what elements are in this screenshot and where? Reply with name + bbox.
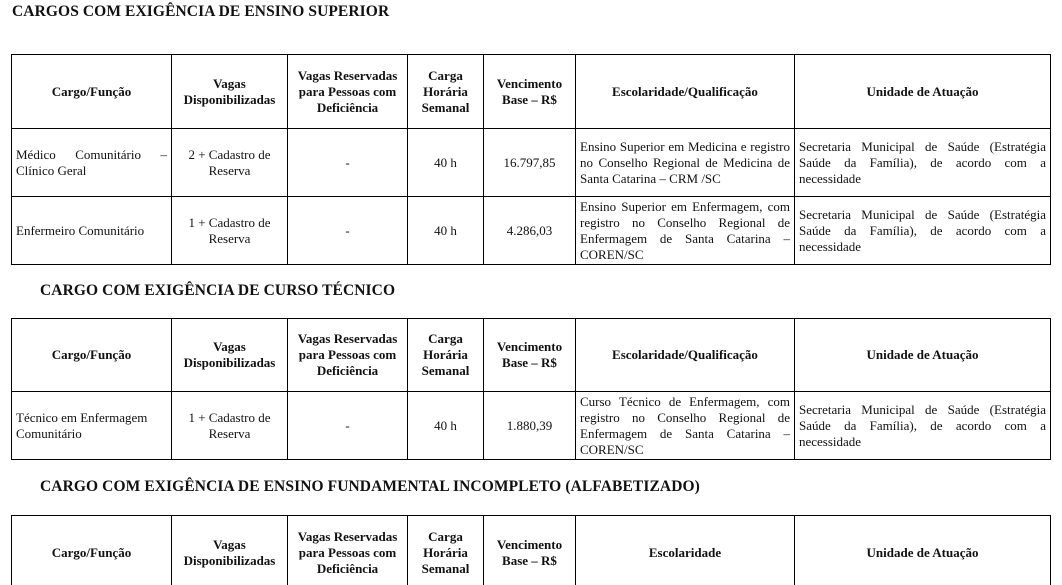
header-vencimento: Vencimento Base – R$ [484,55,576,129]
header-vagas: Vagas Disponibilizadas [172,55,288,129]
header-unidade: Unidade de Atuação [795,55,1051,129]
header-reservadas: Vagas Reservadas para Pessoas com Deficiência [288,319,408,392]
header-carga: Carga Horária Semanal [408,55,484,129]
cell-escolaridade: Ensino Superior em Enfermagem, com registro no Conselho Regional de Enfermagem de Santa Catarina – COREN/SC [576,197,795,265]
table-header-row [12,319,1051,392]
header-carga: Carga Horária Semanal [408,319,484,392]
table-row [12,129,1051,197]
cell-unidade: Secretaria Municipal de Saúde (Estratégia Saúde da Família), de acordo com a necessidade [795,197,1051,265]
cell-carga: 40 h [408,197,484,265]
header-unidade: Unidade de Atuação [795,319,1051,392]
cell-cargo: Médico Comunitário – Clínico Geral [12,129,172,197]
table-ensino-superior [11,54,1051,265]
header-escolaridade: Escolaridade/Qualificação [576,55,795,129]
table-row [12,392,1051,460]
header-vencimento: Vencimento Base – R$ [484,319,576,392]
cell-reservadas: - [288,197,408,265]
cell-vagas: 1 + Cadastro de Reserva [172,197,288,265]
table-header-row [12,516,1051,585]
cell-carga: 40 h [408,392,484,460]
cell-vagas: 1 + Cadastro de Reserva [172,392,288,460]
cell-reservadas: - [288,392,408,460]
table-curso-tecnico [11,318,1051,460]
header-vencimento: Vencimento Base – R$ [484,516,576,585]
cell-reservadas: - [288,129,408,197]
section-title-ensino-superior: CARGOS COM EXIGÊNCIA DE ENSINO SUPERIOR [12,3,390,20]
cell-cargo: Técnico em Enfermagem Comunitário [12,392,172,460]
cell-escolaridade: Curso Técnico de Enfermagem, com registro no Conselho Regional de Enfermagem de Santa Catarina – COREN/SC [576,392,795,460]
cell-vencimento: 4.286,03 [484,197,576,265]
header-cargo: Cargo/Função [12,319,172,392]
cell-vencimento: 1.880,39 [484,392,576,460]
section-title-ensino-fundamental: CARGO COM EXIGÊNCIA DE ENSINO FUNDAMENTAL INCOMPLETO (ALFABETIZADO) [40,478,700,495]
header-carga: Carga Horária Semanal [408,516,484,585]
cell-unidade: Secretaria Municipal de Saúde (Estratégia Saúde da Família), de acordo com a necessidade [795,392,1051,460]
header-reservadas: Vagas Reservadas para Pessoas com Deficiência [288,516,408,585]
cell-vencimento: 16.797,85 [484,129,576,197]
section-title-curso-tecnico: CARGO COM EXIGÊNCIA DE CURSO TÉCNICO [40,282,396,299]
cell-unidade: Secretaria Municipal de Saúde (Estratégia Saúde da Família), de acordo com a necessidade [795,129,1051,197]
cell-cargo: Enfermeiro Comunitário [12,197,172,265]
header-vagas: Vagas Disponibilizadas [172,319,288,392]
table-row [12,197,1051,265]
table-clip-region [0,513,1062,585]
header-reservadas: Vagas Reservadas para Pessoas com Deficiência [288,55,408,129]
cell-carga: 40 h [408,129,484,197]
header-escolaridade: Escolaridade [576,516,795,585]
header-unidade: Unidade de Atuação [795,516,1051,585]
table-header-row [12,55,1051,129]
header-vagas: Vagas Disponibilizadas [172,516,288,585]
header-cargo: Cargo/Função [12,516,172,585]
cell-vagas: 2 + Cadastro de Reserva [172,129,288,197]
header-escolaridade: Escolaridade/Qualificação [576,319,795,392]
header-cargo: Cargo/Função [12,55,172,129]
table-ensino-fundamental [11,515,1051,585]
cell-escolaridade: Ensino Superior em Medicina e registro no Conselho Regional de Medicina de Santa Catarina – CRM /SC [576,129,795,197]
